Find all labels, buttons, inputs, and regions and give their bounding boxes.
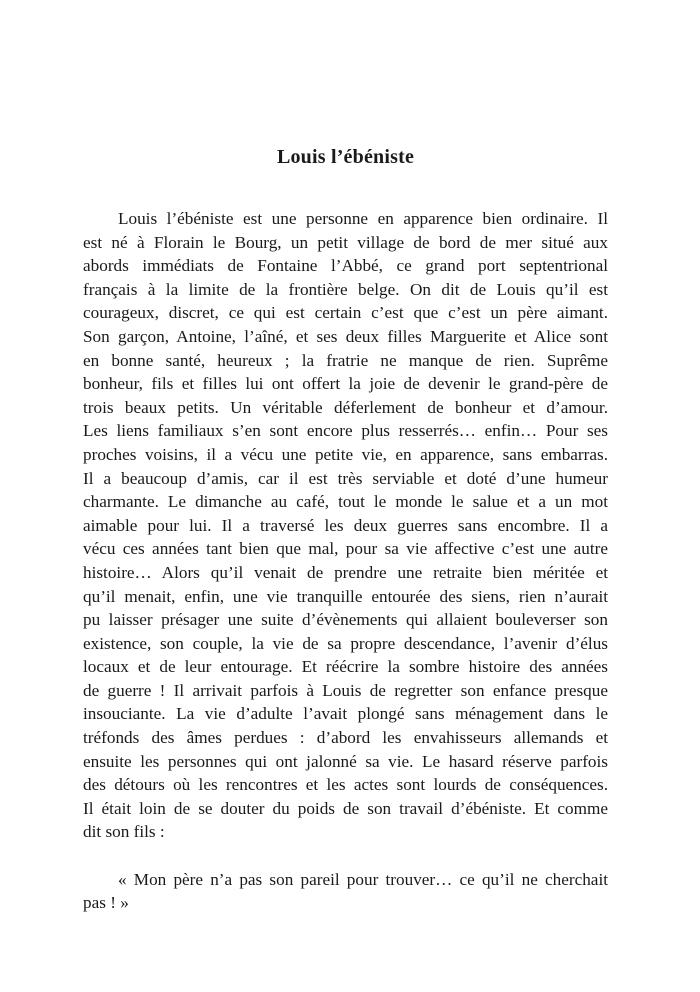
paragraph-line: dit son fils : [83, 822, 165, 842]
paragraph-line: Il a beaucoup d’amis, car il est très serviable et doté d’une humeur [83, 468, 608, 488]
book-page [83, 140, 608, 915]
chapter-title: Louis l’ébéniste [276, 146, 415, 168]
paragraph-line: Les liens familiaux s’en sont encore plus resserrés… enfin… Pour ses [83, 421, 608, 441]
paragraph-line: existence, son couple, la vie de sa propre descendance, l’avenir d’élus [83, 633, 608, 653]
paragraph-line: Il était loin de se douter du poids de son travail d’ébéniste. Et comme [83, 798, 608, 818]
quote-paragraph [83, 868, 608, 915]
paragraph-line: bonheur, fils et filles lui ont offert la joie de devenir le grand-père de [83, 374, 608, 394]
paragraph-line: Son garçon, Antoine, l’aîné, et ses deux filles Marguerite et Alice sont [83, 326, 608, 346]
paragraph-line: qu’il menait, enfin, une vie tranquille entourée des siens, rien n’aurait [83, 586, 608, 606]
paragraph-line: français à la limite de la frontière belge. On dit de Louis qu’il est [83, 279, 608, 299]
paragraph-line: charmante. Le dimanche au café, tout le monde le salue et a un mot [83, 492, 608, 512]
paragraph-line: histoire… Alors qu’il venait de prendre une retraite bien méritée et [83, 562, 608, 582]
paragraph-line: locaux et de leur entourage. Et réécrire la sombre histoire des années [83, 657, 608, 677]
paragraph-line: est né à Florain le Bourg, un petit village de bord de mer situé aux [83, 232, 608, 252]
paragraph-line: pu laisser présager une suite d’évènements qui allaient bouleverser son [83, 610, 608, 630]
paragraph-line: abords immédiats de Fontaine l’Abbé, ce grand port septentrional [83, 256, 608, 276]
paragraph-line: ensuite les personnes qui ont jalonné sa vie. Le hasard réserve parfois [83, 751, 608, 771]
paragraph-line: trois beaux petits. Un véritable déferlement de bonheur et d’amour. [83, 397, 608, 417]
paragraph-line: des détours où les rencontres et les actes sont lourds de conséquences. [83, 775, 608, 795]
paragraph-line: en bonne santé, heureux ; la fratrie ne manque de rien. Suprême [83, 350, 608, 370]
paragraph-line: proches voisins, il a vécu une petite vie, en apparence, sans embarras. [83, 444, 608, 464]
paragraph-line: aimable pour lui. Il a traversé les deux guerres sans encombre. Il a [83, 515, 608, 535]
paragraph-line: tréfonds des âmes perdues : d’abord les envahisseurs allemands et [83, 728, 608, 748]
paragraph-line: vécu ces années tant bien que mal, pour sa vie affective c’est une autre [83, 539, 608, 559]
paragraph-line: de guerre ! Il arrivait parfois à Louis de regretter son enfance presque [83, 680, 608, 700]
paragraph-line: courageux, discret, ce qui est certain c’est que c’est un père aimant. [83, 303, 608, 323]
main-paragraph [83, 207, 608, 844]
paragraph-line: Louis l’ébéniste est une personne en apparence bien ordinaire. Il [118, 209, 608, 228]
quote-line: « Mon père n’a pas son pareil pour trouver… ce qu’il ne cherchait [118, 869, 608, 889]
paragraph-line: insouciante. La vie d’adulte l’avait plongé sans ménagement dans le [83, 704, 608, 724]
quote-line: pas ! » [83, 893, 129, 913]
